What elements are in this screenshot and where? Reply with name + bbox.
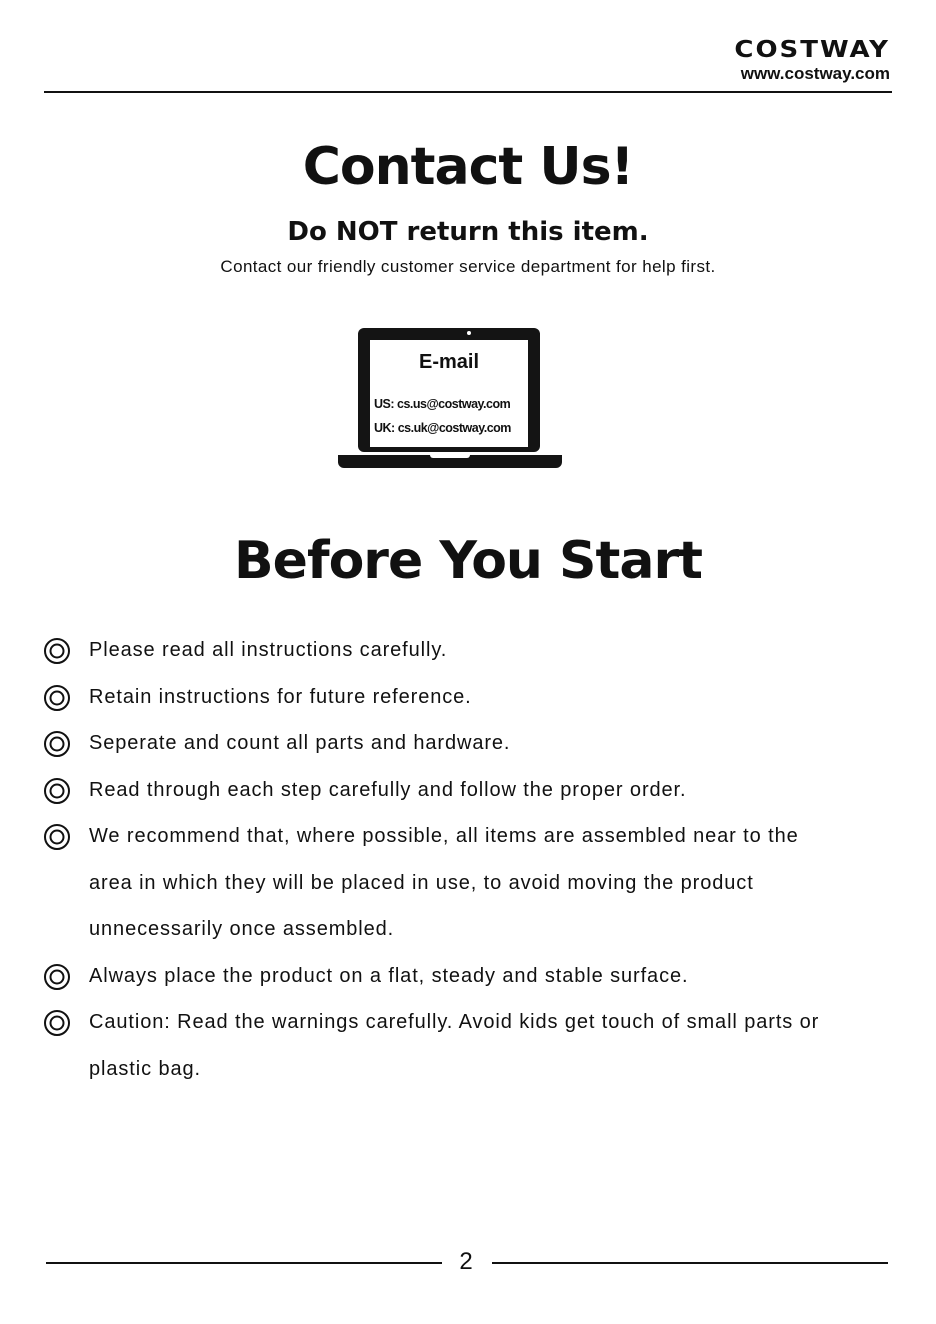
header-divider [44, 91, 892, 93]
instruction-item-line: unnecessarily once assembled. [89, 918, 395, 940]
instruction-item-line: We recommend that, where possible, all items are assembled near to the [89, 825, 799, 847]
footer-divider-left [46, 1262, 442, 1264]
instruction-item-line: Read through each step carefully and follow the proper order. [89, 778, 687, 801]
double-circle-icon [43, 730, 71, 758]
laptop-icon [338, 328, 562, 470]
instruction-item-line: Caution: Read the warnings carefully. Avoid kids get touch of small parts or [89, 1011, 820, 1033]
double-circle-icon [43, 963, 71, 991]
email-uk: UK: cs.uk@costway.com [374, 421, 511, 435]
brand-url: www.costway.com [740, 64, 890, 83]
laptop-screen [370, 340, 528, 447]
instruction-item-line: Retain instructions for future reference. [89, 685, 472, 708]
footer-divider-right [492, 1262, 888, 1264]
before-you-start-title: Before You Start [234, 531, 702, 591]
contact-subtitle: Contact our friendly customer service department for help first. [220, 257, 716, 276]
double-circle-icon [43, 637, 71, 665]
double-circle-icon [43, 777, 71, 805]
laptop-camera [467, 331, 471, 335]
instruction-item-line: plastic bag. [89, 1057, 201, 1080]
instruction-item-line: Always place the product on a flat, steady and stable surface. [89, 964, 689, 987]
double-circle-icon [43, 1009, 71, 1037]
double-circle-icon [43, 823, 71, 851]
laptop-base [338, 455, 562, 468]
no-return-warning: Do NOT return this item. [287, 217, 649, 247]
contact-title: Contact Us! [302, 137, 634, 197]
laptop-notch [430, 455, 470, 458]
brand-block [734, 36, 890, 84]
instruction-item-line: Seperate and count all parts and hardware. [89, 732, 511, 754]
page-number: 2 [459, 1248, 473, 1275]
email-us: US: cs.us@costway.com [374, 397, 511, 411]
instruction-item-line: area in which they will be placed in use, to avoid moving the product [89, 871, 754, 894]
instruction-item-line: Please read all instructions carefully. [89, 639, 448, 661]
double-circle-icon [43, 684, 71, 712]
brand-logo: COSTWAY [734, 36, 890, 64]
email-title: E-mail [418, 351, 480, 373]
